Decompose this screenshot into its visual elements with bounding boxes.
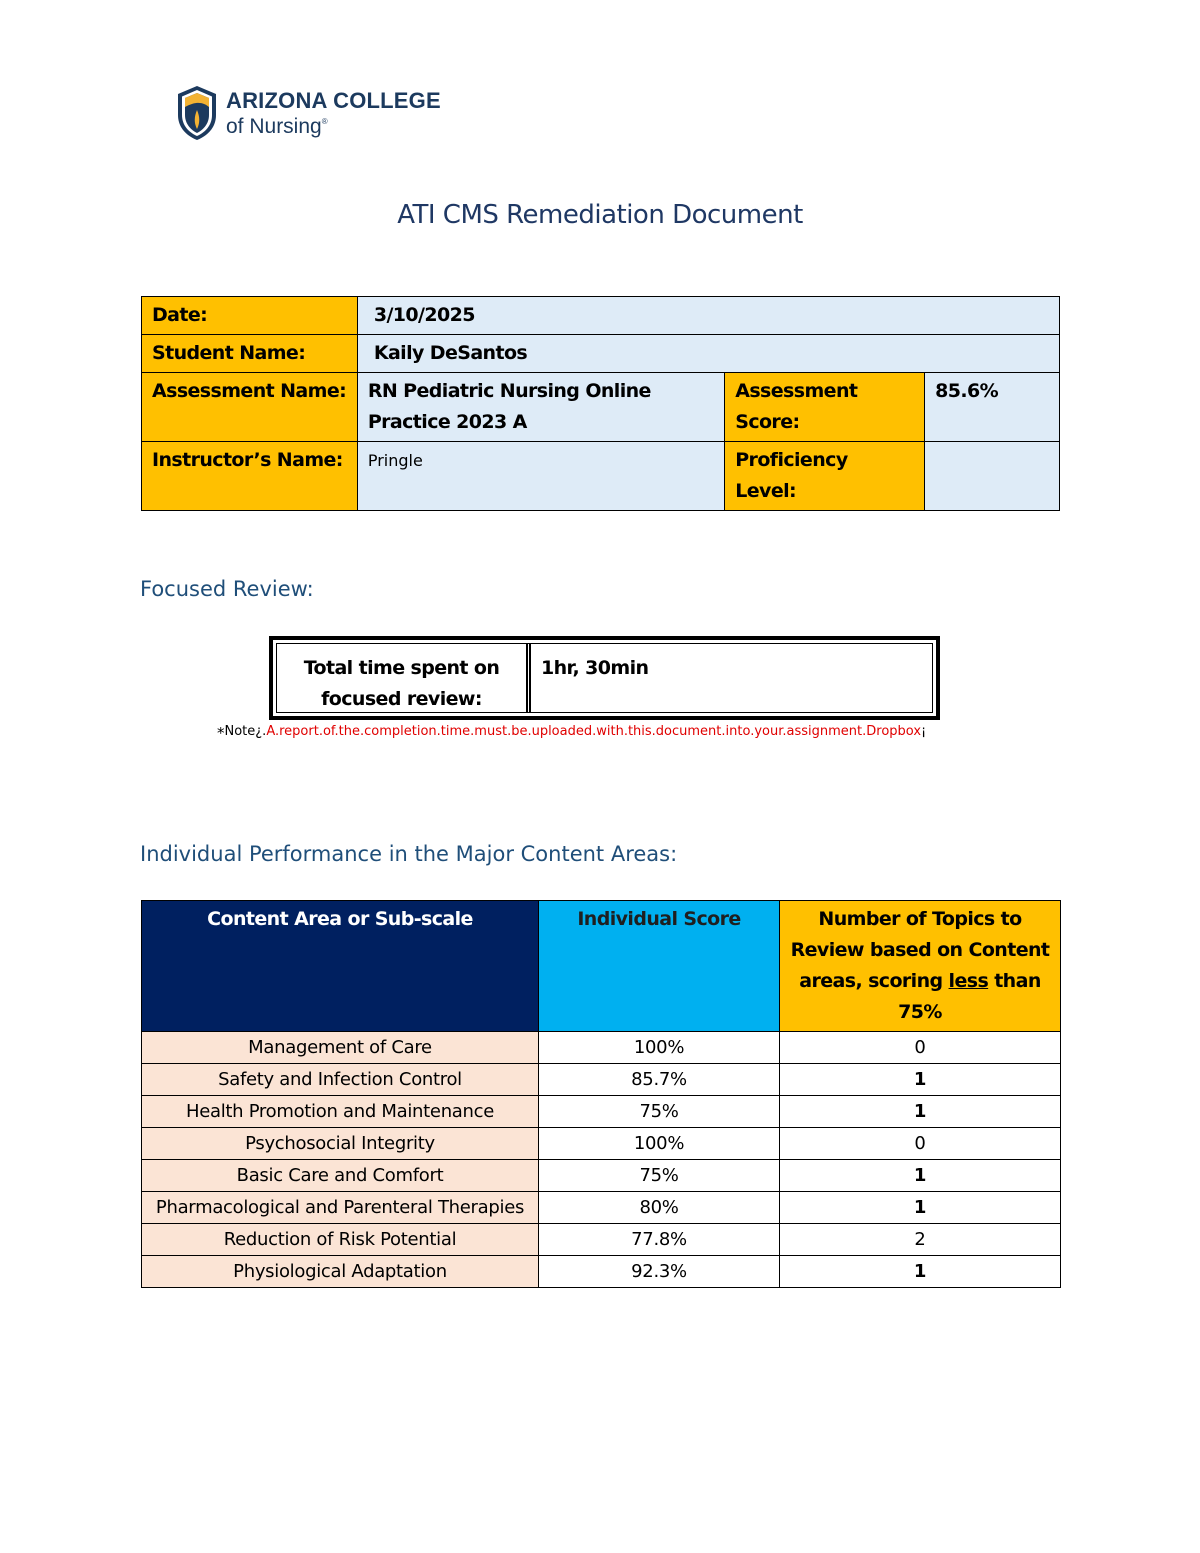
logo-title: ARIZONA COLLEGE [226,87,441,113]
topics-count-cell: 1 [780,1064,1061,1096]
topics-count-cell: 1 [780,1096,1061,1128]
individual-score-cell: 100% [539,1032,780,1064]
topics-count-cell: 2 [780,1224,1061,1256]
header-topics-to-review: Number of Topics to Review based on Content areas, scoring less than 75% [780,901,1061,1032]
proficiency-level-value [925,442,1060,511]
table-row [142,1064,1061,1096]
student-name-label: Student Name: [142,335,358,373]
content-area-cell: Health Promotion and Maintenance [142,1096,539,1128]
table-row [142,1032,1061,1064]
table-header-row [142,901,1061,1032]
instructor-name-label: Instructor’s Name: [142,442,358,511]
instructor-name-value: Pringle [357,442,724,511]
individual-score-cell: 77.8% [539,1224,780,1256]
content-area-table [141,900,1061,1288]
time-spent-label: Total time spent on focused review: [277,644,531,712]
individual-score-cell: 100% [539,1128,780,1160]
shield-logo-icon [176,85,218,141]
content-area-cell: Physiological Adaptation [142,1256,539,1288]
assessment-row [142,373,1060,442]
note-prefix: Note¿. [224,724,267,739]
table-row [142,1256,1061,1288]
time-spent-value: 1hr, 30min [541,657,649,679]
upload-note [217,724,926,742]
topics-count-cell: 0 [780,1032,1061,1064]
header-content-area: Content Area or Sub-scale [142,901,539,1032]
date-label: Date: [142,297,358,335]
content-area-cell: Reduction of Risk Potential [142,1224,539,1256]
content-area-cell: Management of Care [142,1032,539,1064]
content-area-cell: Safety and Infection Control [142,1064,539,1096]
logo-subtitle: of Nursing® [226,114,328,138]
topics-count-cell: 1 [780,1192,1061,1224]
header-individual-score: Individual Score [539,901,780,1032]
time-spent-box [269,636,940,720]
document-title: ATI CMS Remediation Document [397,200,803,230]
performance-heading: Individual Performance in the Major Content Areas: [140,842,678,866]
content-area-cell: Psychosocial Integrity [142,1128,539,1160]
assessment-score-value: 85.6% [925,373,1060,442]
individual-score-cell: 92.3% [539,1256,780,1288]
student-row [142,335,1060,373]
table-row [142,1160,1061,1192]
college-logo [176,84,441,142]
content-area-cell: Basic Care and Comfort [142,1160,539,1192]
proficiency-level-label: Proficiency Level: [725,442,925,511]
table-row [142,1192,1061,1224]
note-suffix: ¡ [921,724,927,739]
individual-score-cell: 75% [539,1096,780,1128]
individual-score-cell: 80% [539,1192,780,1224]
individual-score-cell: 75% [539,1160,780,1192]
content-area-cell: Pharmacological and Parenteral Therapies [142,1192,539,1224]
table-row [142,1128,1061,1160]
assessment-score-label: Assessment Score: [725,373,925,442]
table-row [142,1096,1061,1128]
student-name-value: Kaily DeSantos [357,335,1059,373]
topics-count-cell: 1 [780,1160,1061,1192]
student-info-table [141,296,1060,511]
instructor-row [142,442,1060,511]
focused-review-heading: Focused Review: [140,577,314,601]
date-value: 3/10/2025 [357,297,1059,335]
assessment-name-label: Assessment Name: [142,373,358,442]
table-row [142,1224,1061,1256]
topics-count-cell: 0 [780,1128,1061,1160]
note-asterisk: * [217,724,225,742]
date-row [142,297,1060,335]
note-text: A.report.of.the.completion.time.must.be.uploaded.with.this.document.into.your.assignment.Dropbox [266,724,922,739]
topics-count-cell: 1 [780,1256,1061,1288]
assessment-name-value: RN Pediatric Nursing Online Practice 2023 A [357,373,724,442]
individual-score-cell: 85.7% [539,1064,780,1096]
